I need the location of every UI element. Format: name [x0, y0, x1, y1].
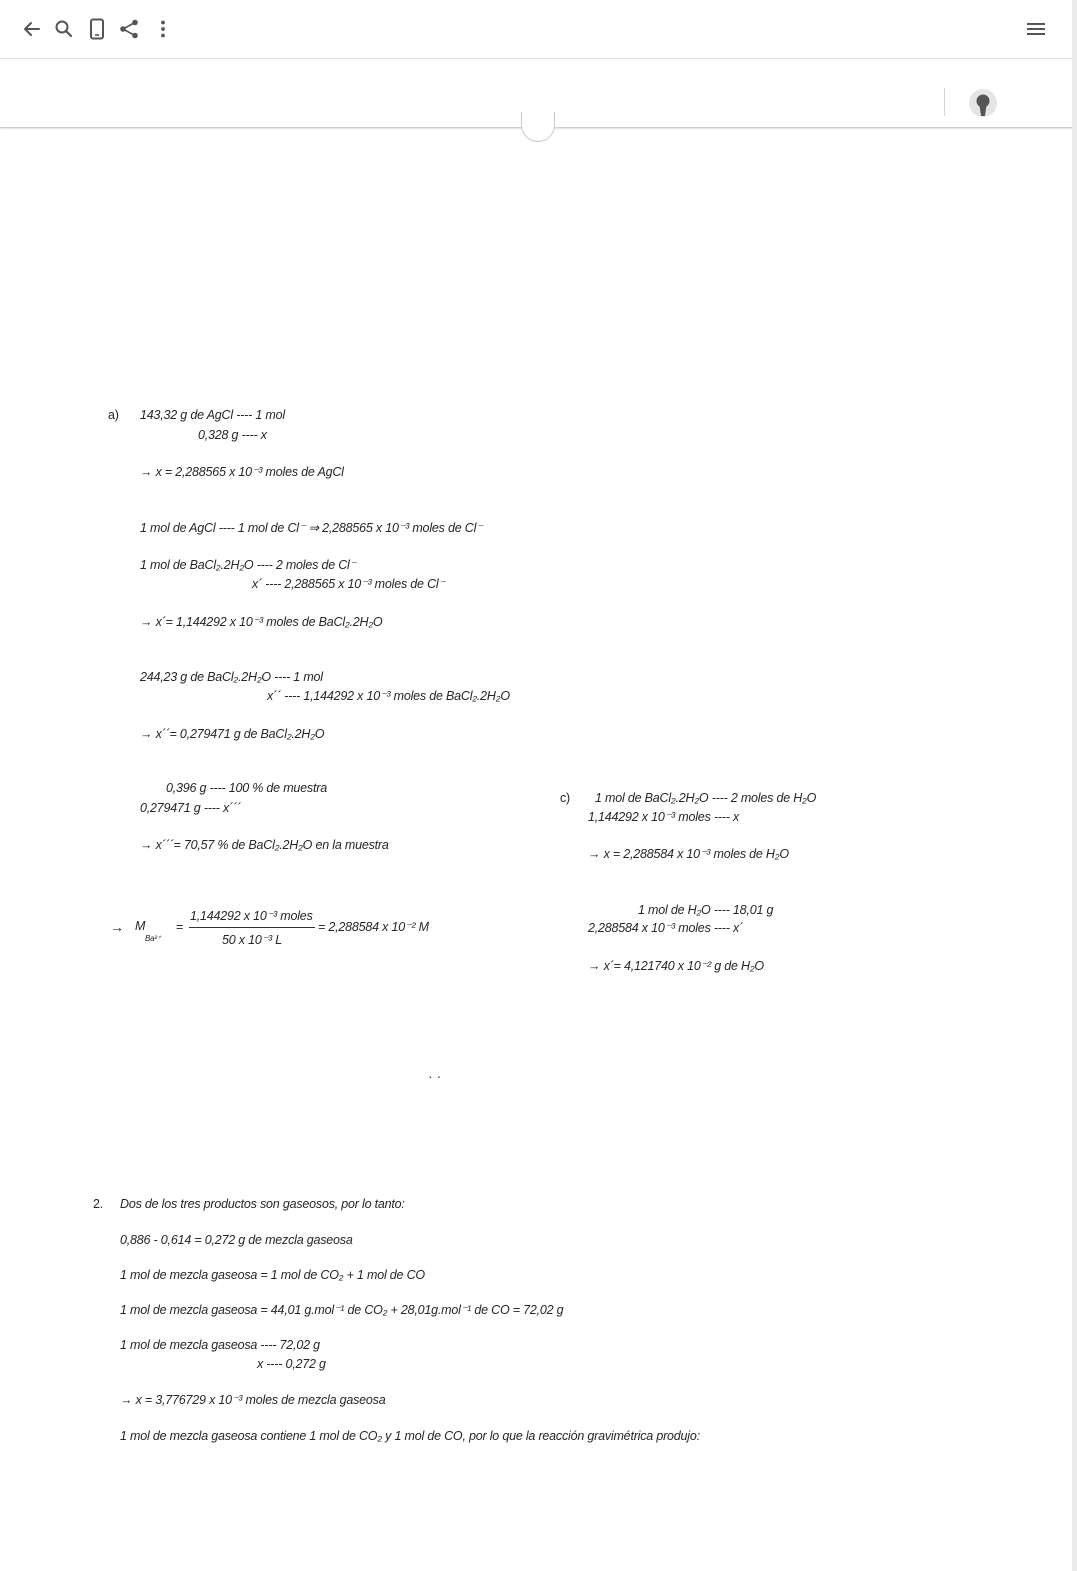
molarity-numerator: 1,144292 x 10⁻³ moles	[190, 909, 313, 923]
molarity-subscript: Ba²⁺	[145, 934, 161, 943]
molarity-denominator: 50 x 10⁻³ L	[222, 933, 282, 947]
part-a-line7: x´´ ---- 1,144292 x 10⁻³ moles de BaCl₂.2H₂O	[267, 689, 510, 703]
fraction-bar	[189, 927, 315, 928]
part-a-result4: → x´´´= 70,57 % de BaCl₂.2H₂O en la muestra	[140, 838, 389, 852]
part-c-result1: → x = 2,288584 x 10⁻³ moles de H₂O	[588, 847, 789, 861]
molarity-equals: =	[176, 920, 184, 934]
part-c-line3: 1 mol de H₂O ---- 18,01 g	[638, 903, 774, 917]
part-a-marker: a)	[108, 408, 119, 422]
section2-line1: 0,886 - 0,614 = 0,272 g de mezcla gaseosa	[120, 1233, 353, 1247]
user-silhouette-icon	[969, 89, 997, 117]
part-a-line8: 0,396 g ---- 100 % de muestra	[166, 781, 327, 795]
section2-line3: 1 mol de mezcla gaseosa = 44,01 g.mol⁻¹ de CO₂ + 28,01g.mol⁻¹ de CO = 72,02 g	[120, 1303, 564, 1317]
part-a-line3: 1 mol de AgCl ---- 1 mol de Cl⁻ ⇒ 2,288565 x 10⁻³ moles de Cl⁻	[140, 521, 483, 535]
part-a-line4: 1 mol de BaCl₂.2H₂O ---- 2 moles de Cl⁻	[140, 558, 357, 572]
part-a-result1: → x = 2,288565 x 10⁻³ moles de AgCl	[140, 465, 344, 479]
search-icon[interactable]	[49, 14, 79, 44]
section2-number: 2.	[93, 1197, 104, 1211]
back-arrow-icon[interactable]	[17, 14, 47, 44]
part-c-marker: c)	[560, 791, 571, 805]
section2-result: → x = 3,776729 x 10⁻³ moles de mezcla gaseosa	[120, 1393, 386, 1407]
part-c-line1: 1 mol de BaCl₂.2H₂O ---- 2 moles de H₂O	[595, 791, 817, 805]
pull-down-tab[interactable]	[521, 112, 555, 142]
section2-intro: Dos de los tres productos son gaseosos, por lo tanto:	[120, 1197, 405, 1211]
part-a-result3: → x´´= 0,279471 g de BaCl₂.2H₂O	[140, 727, 325, 741]
share-icon[interactable]	[114, 14, 144, 44]
scrollbar-track[interactable]	[1072, 0, 1077, 1571]
avatar[interactable]	[969, 89, 997, 117]
phone-icon[interactable]	[82, 14, 112, 44]
part-a-line6: 244,23 g de BaCl₂.2H₂O ---- 1 mol	[140, 670, 323, 684]
section2-line5: x ---- 0,272 g	[257, 1357, 326, 1371]
more-vert-icon[interactable]	[148, 14, 178, 44]
menu-icon[interactable]	[1021, 14, 1051, 44]
section2-line4: 1 mol de mezcla gaseosa ---- 72,02 g	[120, 1338, 320, 1352]
top-toolbar	[0, 0, 1077, 59]
part-a-line9: 0,279471 g ---- x´´´	[140, 801, 241, 815]
part-c-result2: → x´= 4,121740 x 10⁻² g de H₂O	[588, 959, 764, 973]
part-a-line2: 0,328 g ---- x	[198, 428, 267, 442]
page-separator: · ·	[428, 1068, 442, 1084]
molarity-arrow: →	[110, 919, 124, 935]
part-c-line2: 1,144292 x 10⁻³ moles ---- x	[588, 810, 740, 824]
part-a-line5: x´ ---- 2,288565 x 10⁻³ moles de Cl⁻	[252, 577, 445, 591]
section2-line6: 1 mol de mezcla gaseosa contiene 1 mol de CO₂ y 1 mol de CO, por lo que la reacción gravimétrica produjo:	[120, 1429, 700, 1443]
part-c-line4: 2,288584 x 10⁻³ moles ---- x´	[588, 921, 744, 935]
molarity-symbol: M	[135, 919, 146, 933]
section2-line2: 1 mol de mezcla gaseosa = 1 mol de CO₂ + 1 mol de CO	[120, 1268, 425, 1282]
header-divider	[944, 88, 945, 116]
molarity-result: = 2,288584 x 10⁻² M	[318, 920, 429, 934]
part-a-line1: 143,32 g de AgCl ---- 1 mol	[140, 408, 285, 422]
part-a-result2: → x´= 1,144292 x 10⁻³ moles de BaCl₂.2H₂O	[140, 615, 383, 629]
